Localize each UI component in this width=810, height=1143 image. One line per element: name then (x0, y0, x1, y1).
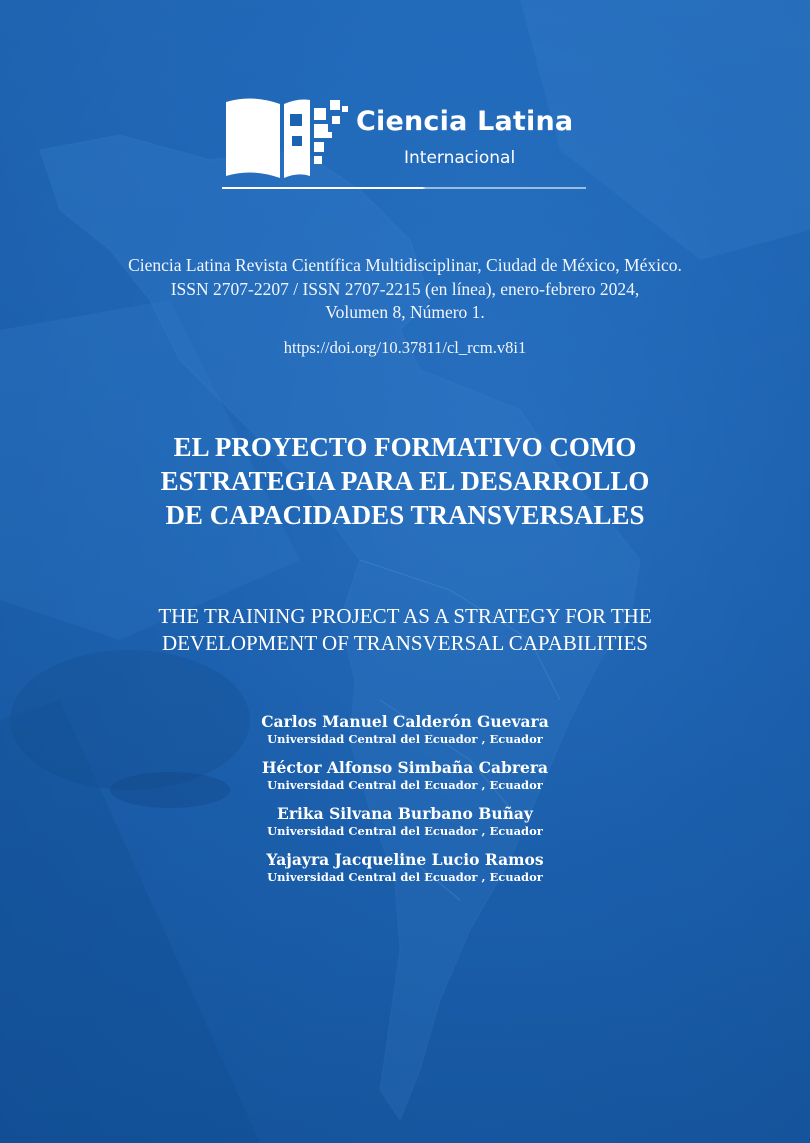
author-list (200, 712, 610, 896)
title-es-line-1: EL PROYECTO FORMATIVO COMO (173, 432, 637, 462)
author-name: Héctor Alfonso Simbaña Cabrera (261, 758, 549, 777)
author-entry (200, 758, 610, 793)
article-title-spanish (40, 430, 770, 532)
author-affiliation: Universidad Central del Ecuador , Ecuador (267, 732, 543, 746)
title-en-line-1: THE TRAINING PROJECT AS A STRATEGY FOR THE (158, 604, 652, 628)
journal-info-line-1: Ciencia Latina Revista Científica Multidisciplinar, Ciudad de México, México. (128, 255, 682, 275)
author-affiliation: Universidad Central del Ecuador , Ecuador (267, 870, 543, 884)
author-entry (200, 850, 610, 885)
publisher-subtitle: Internacional (404, 148, 516, 168)
publisher-logo (222, 92, 592, 192)
title-en-line-2: DEVELOPMENT OF TRANSVERSAL CAPABILITIES (162, 631, 648, 655)
doi-link[interactable]: https://doi.org/10.37811/cl_rcm.v8i1 (283, 338, 527, 357)
journal-info-line-3: Volumen 8, Número 1. (325, 302, 485, 322)
title-es-line-3: DE CAPACIDADES TRANSVERSALES (165, 500, 645, 530)
open-book-logo-icon (222, 92, 352, 182)
author-name: Yajayra Jacqueline Lucio Ramos (266, 850, 544, 869)
author-name: Erika Silvana Burbano Buñay (277, 804, 533, 823)
author-affiliation: Universidad Central del Ecuador , Ecuador (267, 778, 543, 792)
title-es-line-2: ESTRATEGIA PARA EL DESARROLLO (160, 466, 650, 496)
author-entry (200, 804, 610, 839)
journal-info (40, 254, 770, 325)
article-title-english (40, 603, 770, 657)
author-entry (200, 712, 610, 747)
author-affiliation: Universidad Central del Ecuador , Ecuador (267, 824, 543, 838)
logo-divider (222, 187, 586, 189)
publisher-name: Ciencia Latina (356, 106, 574, 137)
journal-info-line-2: ISSN 2707-2207 / ISSN 2707-2215 (en línea), enero-febrero 2024, (170, 278, 640, 299)
author-name: Carlos Manuel Calderón Guevara (261, 712, 549, 731)
